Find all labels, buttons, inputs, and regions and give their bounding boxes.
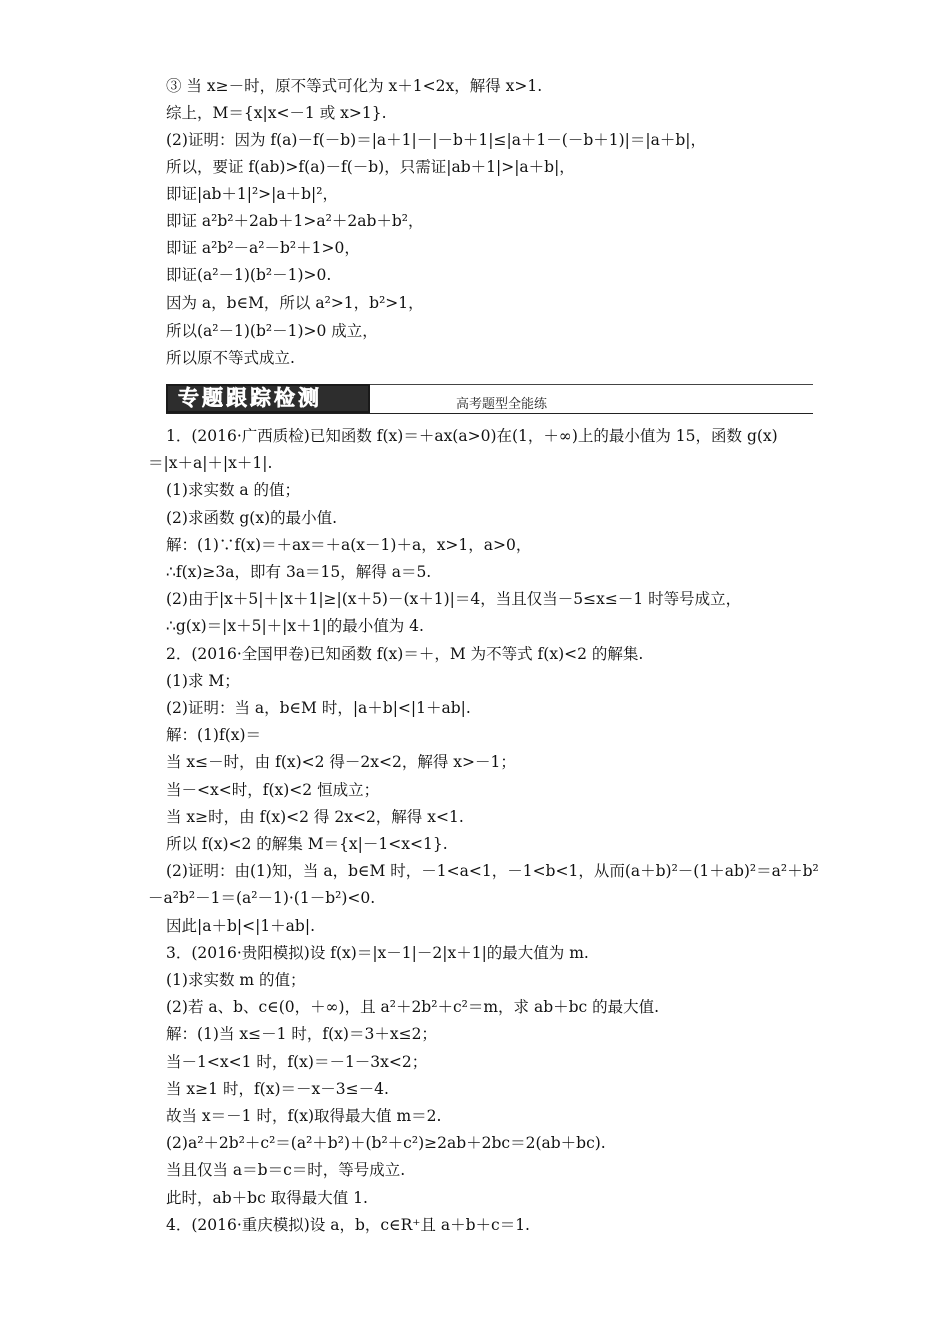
text-line: (2)a²＋2b²＋c²＝(a²＋b²)＋(b²＋c²)≥2ab＋2bc＝2(ab＋bc). [166, 1134, 606, 1152]
text-line: 解：(1)当 x≤－1 时，f(x)＝3＋x≤2； [166, 1025, 437, 1043]
text-line: (2)证明：因为 f(a)－f(－b)＝|a＋1|－|－b＋1|≤|a＋1－(－b＋1)|＝|a＋b|， [166, 131, 707, 149]
banner-title: 专题跟踪检测 [178, 386, 322, 410]
text-line: (1)求 M； [166, 672, 240, 690]
text-line: (2)求函数 g(x)的最小值. [166, 509, 338, 527]
text-line: 即证(a²－1)(b²－1)>0. [166, 266, 332, 284]
text-line: 当－1<x<1 时，f(x)＝－1－3x<2； [166, 1053, 428, 1071]
text-line: 所以 f(x)<2 的解集 M＝{x|－1<x<1}. [166, 835, 448, 853]
text-line: 所以，要证 f(ab)>f(a)－f(－b)，只需证|ab＋1|>|a＋b|， [166, 158, 575, 176]
text-line: ＝|x＋a|＋|x＋1|. [148, 454, 273, 472]
text-line: 1．(2016·广西质检)已知函数 f(x)＝＋ax(a>0)在(1，＋∞)上的最小值为 15，函数 g(x) [166, 427, 778, 445]
section-banner [166, 381, 813, 415]
banner-rule [370, 384, 813, 385]
text-line: 即证 a²b²＋2ab＋1>a²＋2ab＋b²， [166, 212, 424, 230]
text-line: 解：(1)∵f(x)＝＋ax＝＋a(x－1)＋a，x>1，a>0， [166, 536, 532, 554]
text-line: 当 x≥时，由 f(x)<2 得 2x<2，解得 x<1. [166, 808, 464, 826]
text-line: (1)求实数 a 的值； [166, 481, 301, 499]
text-line: 因此|a＋b|<|1＋ab|. [166, 917, 315, 935]
text-line: 此时，ab＋bc 取得最大值 1. [166, 1189, 368, 1207]
text-line: 当 x≤－时，由 f(x)<2 得－2x<2，解得 x>－1； [166, 753, 516, 771]
text-line: 即证|ab＋1|²>|a＋b|²， [166, 185, 338, 203]
text-line: 解：(1)f(x)＝ [166, 726, 262, 744]
banner-subtitle: 高考题型全能练 [456, 397, 548, 412]
text-line: ∴g(x)＝|x＋5|＋|x＋1|的最小值为 4. [166, 617, 424, 635]
text-line: (1)求实数 m 的值； [166, 971, 306, 989]
text-line: 综上，M＝{x|x<－1 或 x>1}. [166, 104, 387, 122]
text-line: (2)由于|x＋5|＋|x＋1|≥|(x＋5)－(x＋1)|＝4，当且仅当－5≤x≤－1 时等号成立， [166, 590, 742, 608]
text-line: 当－<x<时，f(x)<2 恒成立； [166, 781, 380, 799]
banner-rule [166, 413, 813, 414]
text-line: 所以原不等式成立. [166, 349, 295, 367]
text-line: (2)若 a、b、c∈(0，＋∞)，且 a²＋2b²＋c²＝m，求 ab＋bc 的最大值. [166, 998, 660, 1016]
text-line: 因为 a，b∈M，所以 a²>1，b²>1， [166, 294, 424, 312]
text-line: －a²b²－1＝(a²－1)·(1－b²)<0. [148, 889, 376, 907]
text-line: 所以(a²－1)(b²－1)>0 成立， [166, 322, 378, 340]
text-line: 2．(2016·全国甲卷)已知函数 f(x)＝＋，M 为不等式 f(x)<2 的解集. [166, 645, 644, 663]
text-line: 即证 a²b²－a²－b²＋1>0， [166, 239, 360, 257]
text-line: 故当 x＝－1 时，f(x)取得最大值 m＝2. [166, 1107, 442, 1125]
text-line: ∴f(x)≥3a，即有 3a＝15，解得 a＝5. [166, 563, 432, 581]
text-line: ③ 当 x≥－时，原不等式可化为 x＋1<2x，解得 x>1. [166, 77, 543, 95]
text-line: 当且仅当 a＝b＝c＝时，等号成立. [166, 1161, 406, 1179]
text-line: (2)证明：由(1)知，当 a，b∈M 时，－1<a<1，－1<b<1，从而(a＋b)²－(1＋ab)²＝a²＋b² [166, 862, 819, 880]
text-line: 4．(2016·重庆模拟)设 a，b，c∈R⁺且 a＋b＋c＝1. [166, 1216, 530, 1234]
text-line: (2)证明：当 a，b∈M 时，|a＋b|<|1＋ab|. [166, 699, 471, 717]
text-line: 3．(2016·贵阳模拟)设 f(x)＝|x－1|－2|x＋1|的最大值为 m. [166, 944, 589, 962]
text-line: 当 x≥1 时，f(x)＝－x－3≤－4. [166, 1080, 389, 1098]
